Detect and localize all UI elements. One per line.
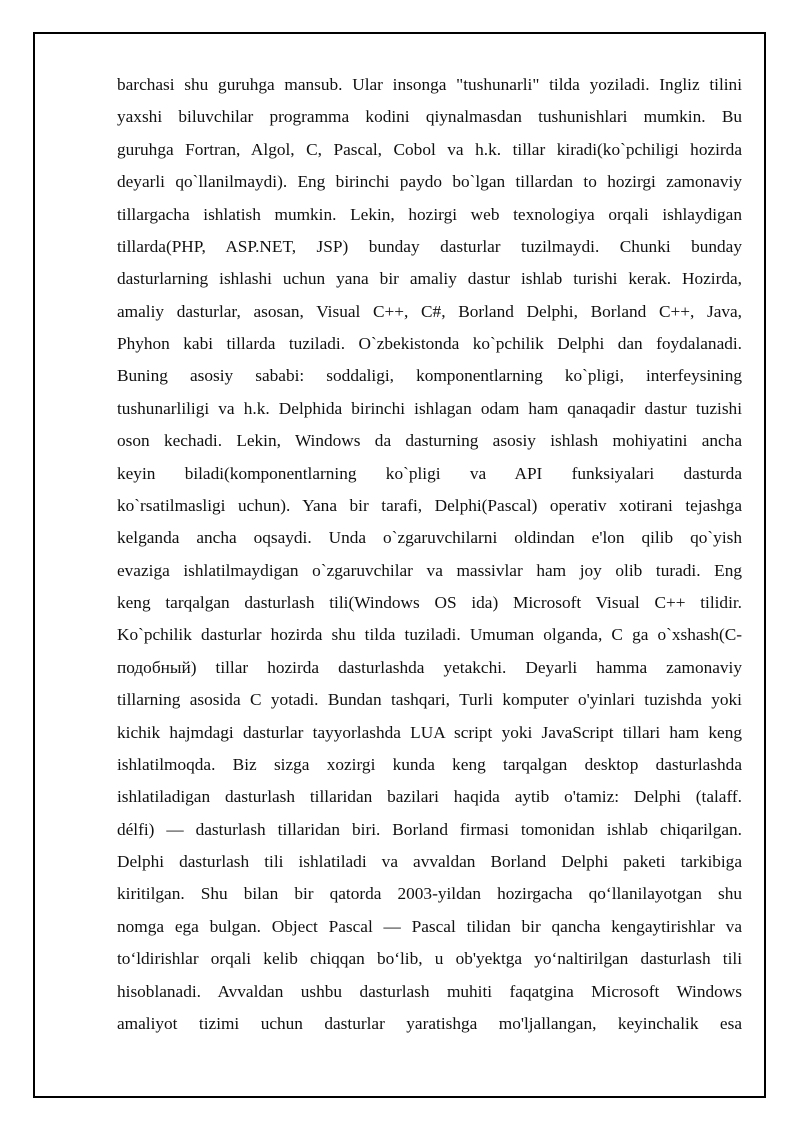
- text-line: keng tarqalgan dasturlash tili(Windows OS ida) Microsoft Visual C++ tilidir.: [117, 593, 742, 612]
- text-line: to‘ldirishlar orqali kelib chiqqan bo‘lib, u ob'yektga yo‘naltirilgan dasturlash tili: [117, 949, 742, 969]
- text-line: Delphi dasturlash tili ishlatiladi va avvaldan Borland Delphi paketi tarkibiga: [117, 852, 742, 871]
- text-line: tillargacha ishlatish mumkin. Lekin, hozirgi web texnologiya orqali ishlaydigan: [117, 204, 742, 224]
- text-line: amaliyot tizimi uchun dasturlar yaratishga mo'ljallangan, keyinchalik esa: [117, 1013, 742, 1033]
- document-text: [117, 69, 742, 1040]
- text-line: barchasi shu guruhga mansub. Ular insonga "tushunarli" tilda yoziladi. Ingliz tilini: [117, 75, 742, 94]
- text-line: oson kechadi. Lekin, Windows da dasturning asosiy ishlash mohiyatini ancha: [117, 431, 742, 451]
- text-line: tillarning asosida C yotadi. Bundan tashqari, Turli komputer o'yinlari tuzishda yoki: [117, 690, 742, 710]
- text-line: подобный) tillar hozirda dasturlashda yetakchi. Deyarli hamma zamonaviy: [117, 657, 742, 677]
- text-line: dasturlarning ishlashi uchun yana bir amaliy dastur ishlab turishi kerak. Hozirda,: [117, 269, 742, 289]
- text-line: keyin biladi(komponentlarning ko`pligi va API funksiyalari dasturda: [117, 463, 742, 483]
- text-line: ishlatiladigan dasturlash tillaridan bazilari haqida aytib o'tamiz: Delphi (talaff.: [117, 787, 742, 807]
- text-line: tillarda(PHP, ASP.NET, JSP) bunday dasturlar tuzilmaydi. Chunki bunday: [117, 236, 742, 256]
- text-line: deyarli qo`llanilmaydi). Eng birinchi paydo bo`lgan tillardan to hozirgi zamonaviy: [117, 172, 742, 192]
- text-line: nomga ega bulgan. Object Pascal — Pascal tilidan bir qancha kengaytirishlar va: [117, 916, 742, 936]
- text-line: Ko`pchilik dasturlar hozirda shu tilda tuziladi. Umuman olganda, C ga o`xshash(C-: [117, 625, 742, 645]
- text-line: tushunarliligi va h.k. Delphida birinchi ishlagan odam ham qanaqadir dastur tuzishi: [117, 398, 742, 418]
- text-line: kiritilgan. Shu bilan bir qatorda 2003-yildan hozirgacha qo‘llanilayotgan shu: [117, 884, 742, 904]
- text-line: hisoblanadi. Avvaldan ushbu dasturlash muhiti faqatgina Microsoft Windows: [117, 981, 742, 1001]
- text-line: ishlatilmoqda. Biz sizga xozirgi kunda keng tarqalgan desktop dasturlashda: [117, 754, 742, 774]
- text-line: amaliy dasturlar, asosan, Visual C++, C#, Borland Delphi, Borland C++, Java,: [117, 301, 742, 321]
- text-line: kichik hajmdagi dasturlar tayyorlashda LUA script yoki JavaScript tillari ham keng: [117, 722, 742, 742]
- text-line: Buning asosiy sababi: soddaligi, komponentlarning ko`pligi, interfeysining: [117, 366, 742, 386]
- text-line: ko`rsatilmasligi uchun). Yana bir tarafi, Delphi(Pascal) operativ xotirani tejashga: [117, 495, 742, 515]
- text-line: yaxshi biluvchilar programma kodini qiynalmasdan tushunishlari mumkin. Bu: [117, 107, 742, 127]
- text-line: evaziga ishlatilmaydigan o`zgaruvchilar va massivlar ham joy olib turadi. Eng: [117, 560, 742, 580]
- text-line: délfi) — dasturlash tillaridan biri. Borland firmasi tomonidan ishlab chiqarilgan.: [117, 819, 742, 839]
- text-line: Phyhon kabi tillarda tuziladi. O`zbekistonda ko`pchilik Delphi dan foydalanadi.: [117, 334, 742, 353]
- text-line: guruhga Fortran, Algol, C, Pascal, Cobol va h.k. tillar kiradi(ko`pchiligi hozirda: [117, 139, 742, 159]
- text-line: kelganda ancha oqsaydi. Unda o`zgaruvchilarni oldindan e'lon qilib qo`yish: [117, 528, 742, 548]
